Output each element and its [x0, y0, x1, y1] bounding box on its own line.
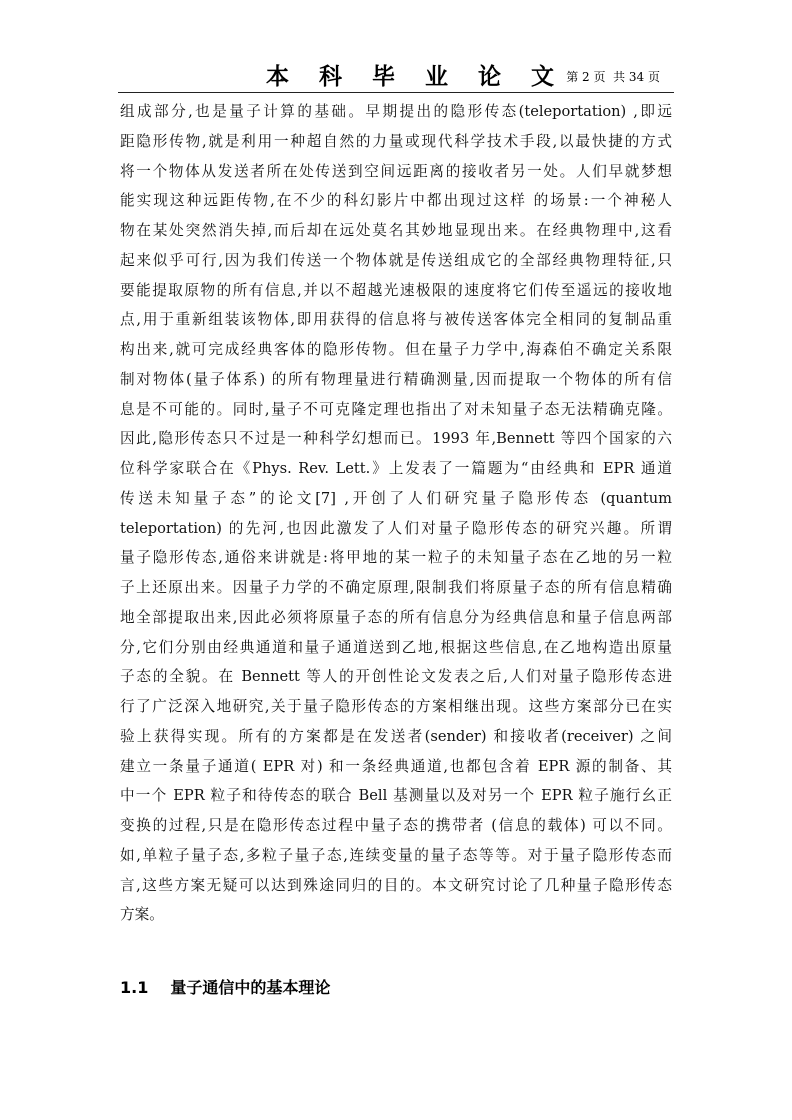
- text-line: teleportation) 的先河,也因此激发了人们对量子隐形传态的研究兴趣。所谓: [120, 519, 672, 537]
- text-line: 行了广泛深入地研究,关于量子隐形传态的方案相继出现。这些方案部分已在实: [120, 698, 672, 715]
- text-line: 子态的全貌。在 Bennett 等人的开创性论文发表之后,人们对量子隐形传态进: [120, 668, 672, 686]
- page-number-info: 第 2 页 共 34 页: [566, 70, 660, 84]
- section-number: 1.1: [120, 978, 149, 997]
- text-line: 如,单粒子量子态,多粒子量子态,连续变量的量子态等等。对于量子隐形传态而: [120, 846, 672, 864]
- text-line: 变换的过程,只是在隐形传态过程中量子态的携带者 (信息的载体) 可以不同。: [120, 817, 672, 834]
- text-line: 验上获得实现。所有的方案都是在发送者(sender) 和接收者(receiver) 之间: [120, 727, 672, 745]
- text-line: 物在某处突然消失掉,而后却在远处莫名其妙地显现出来。在经典物理中,这看: [120, 222, 672, 239]
- text-line: 言,这些方案无疑可以达到殊途同归的目的。本文研究讨论了几种量子隐形传态: [120, 876, 672, 894]
- text-line: 量子隐形传态,通俗来讲就是:将甲地的某一粒子的未知量子态在乙地的另一粒: [120, 549, 672, 567]
- section-heading: [120, 975, 330, 998]
- text-line: 地全部提取出来,因此必须将原量子态的所有信息分为经典信息和量子信息两部: [120, 608, 672, 626]
- text-line: 位科学家联合在《Phys. Rev. Lett.》上发表了一篇题为“由经典和 EPR 通道: [120, 460, 672, 477]
- text-line: 能实现这种远距传物,在不少的科幻影片中都出现过这样 的场景:一个神秘人: [120, 192, 672, 210]
- text-line-last: 方案。: [120, 906, 164, 924]
- text-line: 要能提取原物的所有信息,并以不超越光速极限的速度将它们传至遥远的接收地: [120, 281, 672, 299]
- text-line: 因此,隐形传态只不过是一种科学幻想而已。1993 年,Bennett 等四个国家的六: [120, 430, 672, 448]
- text-line: 中一个 EPR 粒子和待传态的联合 Bell 基测量以及对另一个 EPR 粒子施行幺正: [120, 787, 672, 805]
- header-title: 本 科 毕 业 论 文: [266, 64, 566, 90]
- text-line: 制对物体(量子体系) 的所有物理量进行精确测量,因而提取一个物体的所有信: [120, 370, 672, 388]
- text-line: 将一个物体从发送者所在处传送到空间远距离的接收者另一处。人们早就梦想: [120, 162, 672, 180]
- text-line: 息是不可能的。同时,量子不可克隆定理也指出了对未知量子态无法精确克隆。: [120, 400, 672, 418]
- page-header: [118, 56, 674, 93]
- text-line: 点,用于重新组装该物体,即用获得的信息将与被传送客体完全相同的复制品重: [120, 311, 672, 329]
- text-line: 子上还原出来。因量子力学的不确定原理,限制我们将原量子态的所有信息精确: [120, 579, 672, 596]
- text-line: 距隐形传物,就是利用一种超自然的力量或现代科学技术手段,以最快捷的方式: [120, 132, 672, 150]
- text-line: 建立一条量子通道( EPR 对) 和一条经典通道,也都包含着 EPR 源的制备、其: [120, 757, 672, 775]
- text-line: 传送未知量子态”的论文[7] ,开创了人们研究量子隐形传态 (quantum: [120, 489, 672, 507]
- section-title: 量子通信中的基本理论: [170, 978, 331, 997]
- text-line: 起来似乎可行,因为我们传送一个物体就是传送组成它的全部经典物理特征,只: [120, 251, 672, 269]
- text-line: 组成部分,也是量子计算的基础。早期提出的隐形传态(teleportation) ,即远: [120, 103, 672, 120]
- text-line: 分,它们分别由经典通道和量子通道送到乙地,根据这些信息,在乙地构造出原量: [120, 638, 672, 656]
- text-line: 构出来,就可完成经典客体的隐形传物。但在量子力学中,海森伯不确定关系限: [120, 341, 672, 358]
- body-paragraph: [120, 97, 672, 930]
